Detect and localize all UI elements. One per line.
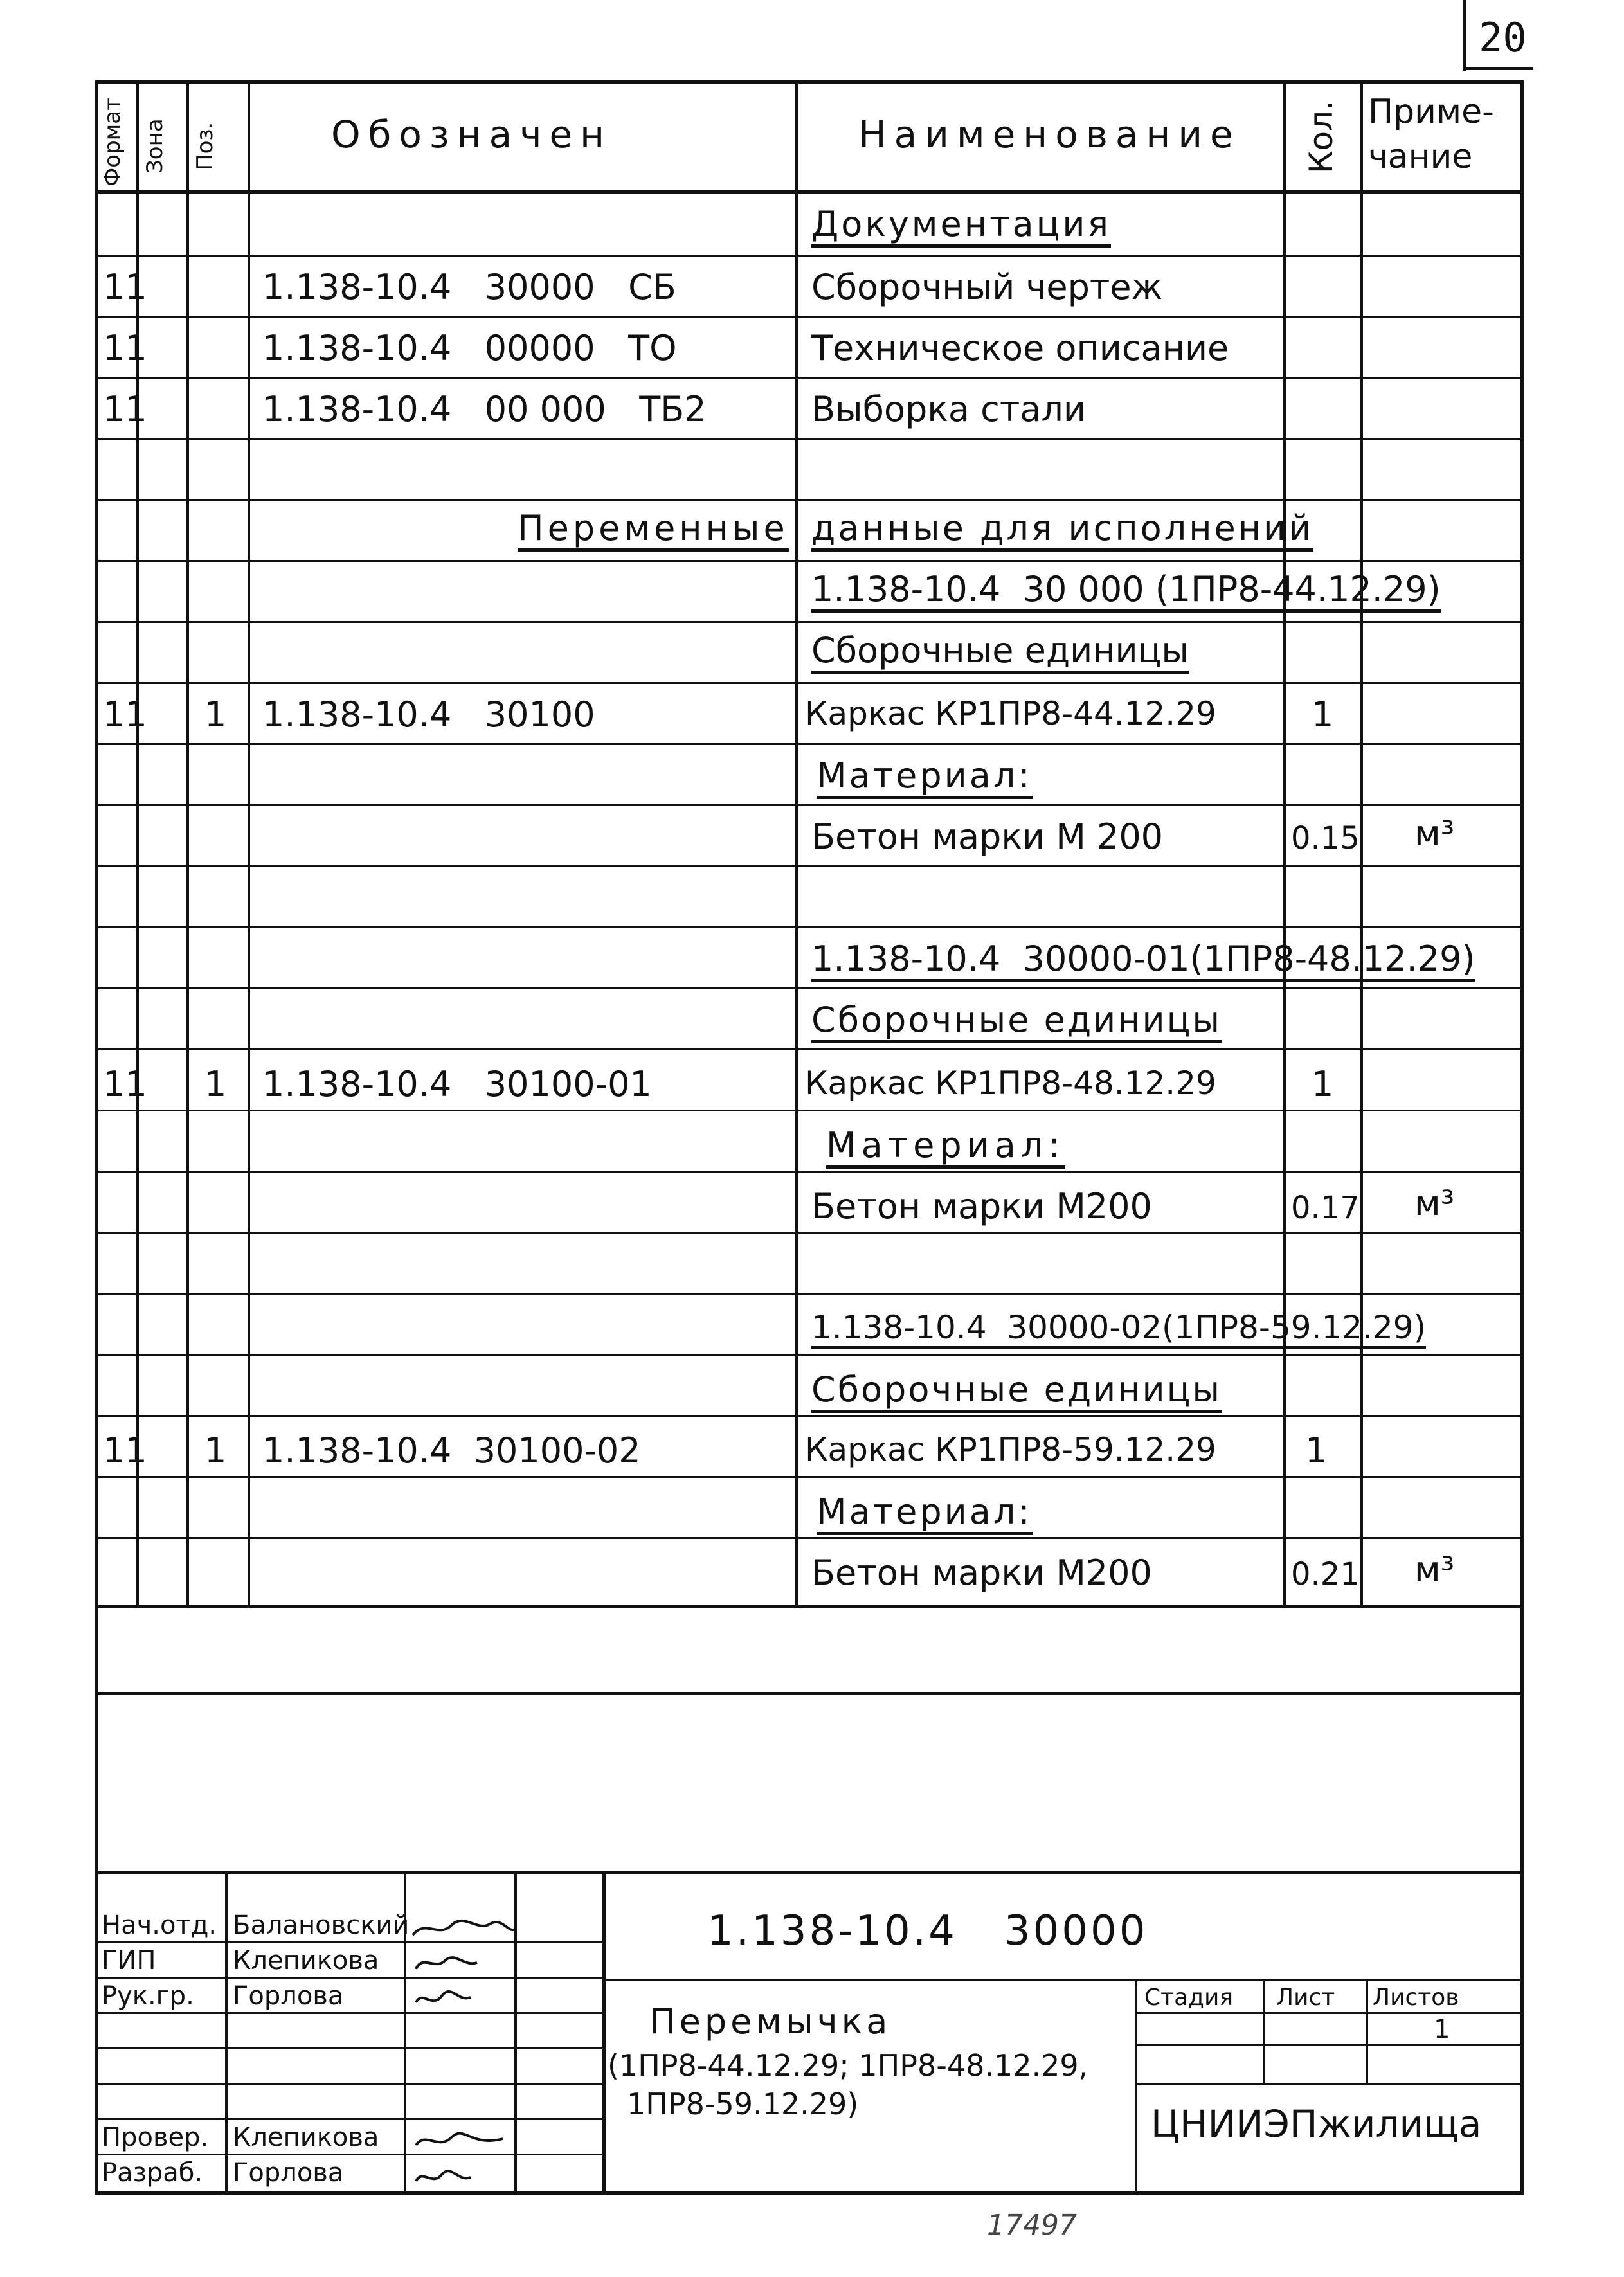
table-row-designation: 1.138-10.4 00000 ТО xyxy=(262,328,677,368)
table-row-name: Сборочный чертеж xyxy=(811,267,1163,307)
table-row-designation: 1.138-10.4 00 000 ТБ2 xyxy=(262,389,707,429)
person-name: Клепикова xyxy=(233,2123,379,2152)
table-row-name: Выборка стали xyxy=(811,389,1087,429)
table-row-name: Техническое описание xyxy=(811,328,1229,368)
variable-data-label-cont: данные для исполнений xyxy=(811,511,1313,552)
stage-label: Стадия xyxy=(1144,1985,1234,2011)
table-row-designation: 1.138-10.4 30000 СБ xyxy=(262,267,676,307)
table-row-designation: 1.138-10.4 30100-01 xyxy=(262,1064,652,1104)
table-row-format: 11 xyxy=(103,267,147,307)
table-row-format: 11 xyxy=(103,389,147,429)
table-row-qty: 0.17 xyxy=(1291,1190,1360,1226)
table-row-name: Каркас КР1ПР8-48.12.29 xyxy=(805,1065,1216,1102)
variant-heading: 1.138-10.4 30 000 (1ПР8-44.12.29) xyxy=(811,572,1441,613)
product-variants-1: (1ПР8-44.12.29; 1ПР8-48.12.29, xyxy=(608,2048,1088,2083)
person-name: Клепикова xyxy=(233,1946,379,1976)
table-row-pos: 1 xyxy=(204,1064,227,1104)
header-format: Формат xyxy=(100,98,125,186)
footer-number: 17497 xyxy=(987,2209,1077,2242)
role-label: ГИП xyxy=(102,1946,156,1976)
role-label: Рук.гр. xyxy=(102,1981,194,2011)
header-designation: Обозначен xyxy=(331,113,613,156)
sheet-label: Лист xyxy=(1276,1985,1335,2011)
product-name: Перемычка xyxy=(649,2001,892,2042)
person-name: Горлова xyxy=(233,1981,344,2011)
table-row-name: Бетон марки М 200 xyxy=(811,816,1164,857)
subsection-material: Материал: xyxy=(817,1495,1033,1535)
table-row-format: 11 xyxy=(103,328,147,368)
header-pos: Поз. xyxy=(192,122,218,170)
table-row-qty: 0.15 xyxy=(1291,820,1360,856)
subsection-assembly-units: Сборочные единицы xyxy=(811,1372,1222,1413)
table-row-format: 11 xyxy=(103,1064,147,1104)
header-name: Наименование xyxy=(858,113,1241,156)
organization: ЦНИИЭПжилища xyxy=(1151,2102,1482,2146)
signatures xyxy=(406,1906,599,2189)
person-name: Балановский xyxy=(233,1911,410,1940)
variant-heading: 1.138-10.4 30000-01(1ПР8-48.12.29) xyxy=(811,942,1475,982)
sheets-label: Листов xyxy=(1373,1985,1459,2011)
table-row-format: 11 xyxy=(103,1430,147,1471)
variant-heading: 1.138-10.4 30000-02(1ПР8-59.12.29) xyxy=(811,1311,1426,1349)
table-row-name: Бетон марки М200 xyxy=(811,1553,1152,1593)
table-row-pos: 1 xyxy=(204,694,227,735)
header-qty: Кол. xyxy=(1303,100,1340,174)
table-row-qty: 1 xyxy=(1312,694,1334,735)
table-row-name: Каркас КР1ПР8-44.12.29 xyxy=(805,695,1216,732)
table-row-name: Каркас КР1ПР8-59.12.29 xyxy=(805,1431,1216,1468)
table-row-designation: 1.138-10.4 30100-02 xyxy=(262,1430,641,1471)
section-documentation: Документация xyxy=(811,207,1111,248)
product-variants-2: 1ПР8-59.12.29) xyxy=(627,2087,859,2121)
table-row-qty: 1 xyxy=(1305,1430,1328,1471)
header-zone: Зона xyxy=(142,118,168,174)
person-name: Горлова xyxy=(233,2158,344,2188)
table-row-designation: 1.138-10.4 30100 xyxy=(262,694,595,735)
variable-data-label: Переменные xyxy=(518,511,789,552)
table-row-note: м³ xyxy=(1414,1183,1455,1223)
table-row-name: Бетон марки М200 xyxy=(811,1186,1152,1227)
sheets-value: 1 xyxy=(1434,2015,1450,2044)
table-row-note: м³ xyxy=(1414,813,1455,854)
doc-number: 1.138-10.4 30000 xyxy=(707,1907,1148,1955)
role-label: Провер. xyxy=(102,2123,209,2152)
table-row-pos: 1 xyxy=(204,1430,227,1471)
page-number: 20 xyxy=(1479,14,1527,61)
subsection-assembly-units: Сборочные единицы xyxy=(811,1003,1222,1043)
role-label: Нач.отд. xyxy=(102,1911,217,1940)
header-note-2: чание xyxy=(1368,138,1473,176)
header-note-1: Приме- xyxy=(1368,93,1494,131)
table-row-format: 11 xyxy=(103,694,147,735)
table-row-note: м³ xyxy=(1414,1549,1455,1590)
table-row-qty: 0.21 xyxy=(1291,1556,1360,1592)
role-label: Разраб. xyxy=(102,2158,203,2188)
subsection-assembly-units: Сборочные единицы xyxy=(811,633,1189,674)
table-row-qty: 1 xyxy=(1312,1064,1334,1104)
subsection-material: Материал: xyxy=(826,1128,1065,1169)
subsection-material: Материал: xyxy=(817,759,1033,799)
